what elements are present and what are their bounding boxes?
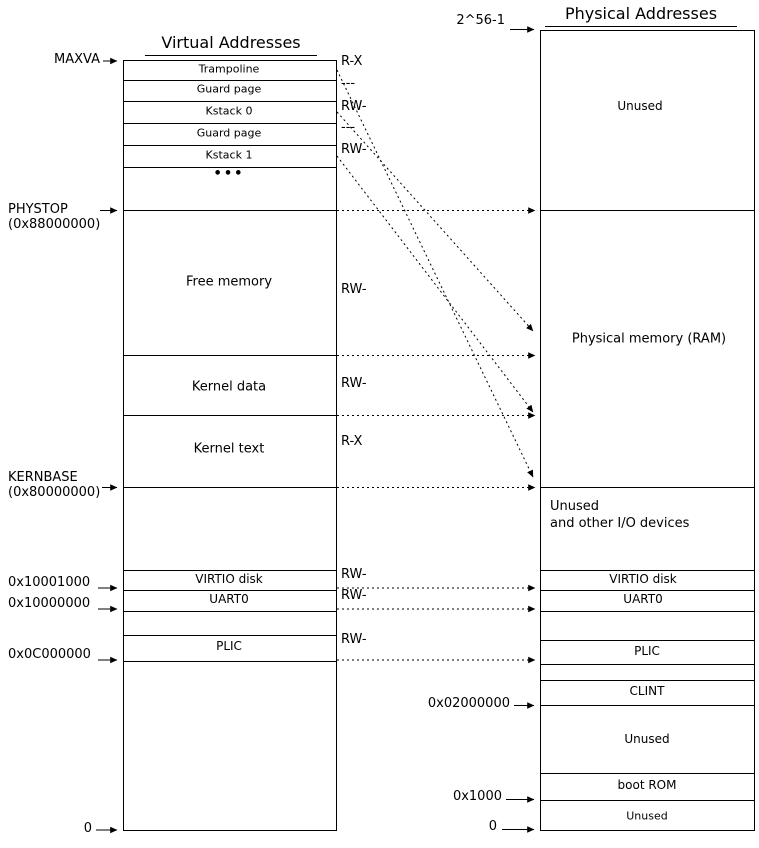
segment-guard-page-top: Guard page <box>196 82 262 96</box>
segment-plic: PLIC <box>216 639 242 654</box>
segment-kernel-data: Kernel data <box>191 379 267 395</box>
segment-physical-unused-io <box>550 498 689 532</box>
segment-kstack1: Kstack 1 <box>205 148 253 162</box>
perm-kernel-data: RW- <box>341 376 367 391</box>
perm-guard-page-top: --- <box>341 76 356 91</box>
physical-addresses-title: Physical Addresses <box>545 5 737 27</box>
segment-uart0: UART0 <box>209 592 249 607</box>
addr-phystop <box>8 202 100 232</box>
segment-physical-unused-top: Unused <box>617 99 663 114</box>
perm-free-memory: RW- <box>341 282 367 297</box>
segment-physical-unused-io-line1: Unused <box>550 499 600 514</box>
addr-maxva: MAXVA <box>54 52 100 67</box>
ellipsis-dots: ••• <box>213 166 245 182</box>
perm-plic: RW- <box>341 632 367 647</box>
addr-clint-base: 0x02000000 <box>427 696 510 711</box>
addr-uart0: 0x10000000 <box>8 596 91 611</box>
segment-virtio-disk: VIRTIO disk <box>195 572 263 587</box>
addr-kernbase-name: KERNBASE <box>8 470 78 485</box>
segment-physical-ram: Physical memory (RAM) <box>571 331 727 347</box>
segment-trampoline: Trampoline <box>198 62 260 76</box>
segment-physical-unused-mid: Unused <box>624 732 670 747</box>
addr-plic: 0x0C000000 <box>8 647 91 662</box>
virtual-addresses-title: Virtual Addresses <box>145 34 317 56</box>
addr-kernbase-hex: (0x80000000) <box>8 485 101 500</box>
segment-physical-unused-bottom: Unused <box>626 809 668 823</box>
perm-uart0: RW- <box>341 588 367 603</box>
physical-address-box <box>541 31 755 831</box>
segment-physical-unused-io-line2: and other I/O devices <box>550 516 690 531</box>
perm-guard-page-mid: --- <box>341 120 356 135</box>
perm-kernel-text: R-X <box>341 434 363 449</box>
segment-physical-plic: PLIC <box>634 644 660 659</box>
perm-kstack0: RW- <box>341 99 367 114</box>
segment-free-memory: Free memory <box>185 274 273 290</box>
addr-virtio-disk: 0x10001000 <box>8 575 91 590</box>
addr-physical-zero: 0 <box>488 819 497 834</box>
segment-physical-virtio-disk: VIRTIO disk <box>609 572 677 587</box>
perm-trampoline: R-X <box>341 54 363 69</box>
addr-boot-rom-base: 0x1000 <box>452 789 502 804</box>
segment-guard-page-mid: Guard page <box>196 126 262 140</box>
addr-virtual-zero: 0 <box>83 821 92 836</box>
addr-phystop-hex: (0x88000000) <box>8 217 101 232</box>
addr-phystop-name: PHYSTOP <box>8 202 68 217</box>
perm-virtio-disk: RW- <box>341 567 367 582</box>
segment-physical-uart0: UART0 <box>623 592 663 607</box>
addr-kernbase <box>8 470 100 500</box>
segment-physical-boot-rom: boot ROM <box>617 778 677 793</box>
segment-physical-clint: CLINT <box>629 684 665 699</box>
segment-kernel-text: Kernel text <box>193 441 265 457</box>
addr-physical-top: 2^56-1 <box>456 13 505 28</box>
segment-kstack0: Kstack 0 <box>205 104 253 118</box>
perm-kstack1: RW- <box>341 142 367 157</box>
